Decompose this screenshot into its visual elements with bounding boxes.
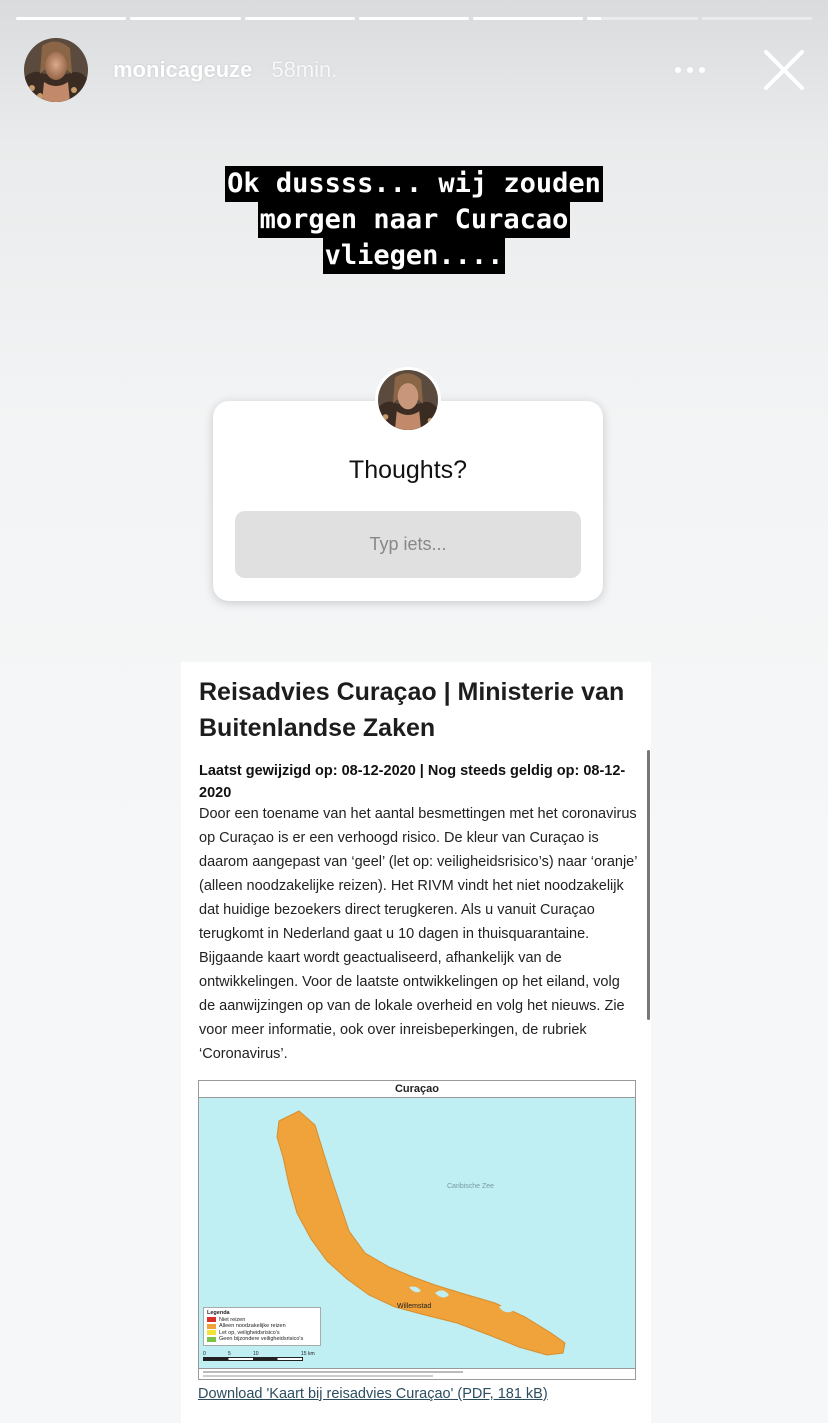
legend-label: Alleen noodzakelijke reizen bbox=[219, 1323, 286, 1329]
progress-segment bbox=[16, 17, 126, 20]
sea-label: Caribische Zee bbox=[447, 1183, 495, 1190]
scale-label: 0 bbox=[203, 1351, 206, 1357]
progress-segment bbox=[359, 17, 469, 20]
progress-segment bbox=[245, 17, 355, 20]
scale-bar bbox=[203, 1357, 303, 1361]
progress-fill bbox=[245, 17, 355, 20]
legend-label: Let op, veiligheidsrisico's bbox=[219, 1329, 280, 1336]
travel-advice-document bbox=[181, 662, 651, 1423]
legend-swatch bbox=[207, 1337, 216, 1342]
progress-segment bbox=[702, 17, 812, 20]
progress-fill bbox=[16, 17, 126, 20]
progress-segment bbox=[473, 17, 583, 20]
progress-fill bbox=[473, 17, 583, 20]
question-sticker[interactable] bbox=[213, 401, 603, 601]
story-header bbox=[24, 38, 808, 102]
download-map-link[interactable]: Download 'Kaart bij reisadvies Curaçao' (PDF, 181 kB) bbox=[198, 1386, 548, 1402]
document-meta: Laatst gewijzigd op: 08-12-2020 | Nog steeds geldig op: 08-12-2020 bbox=[199, 763, 626, 801]
legend-item bbox=[207, 1336, 317, 1343]
legend-swatch bbox=[207, 1317, 216, 1322]
question-answer-input[interactable]: Typ iets... bbox=[235, 511, 581, 578]
scale-label: 15 km bbox=[301, 1351, 315, 1357]
scale-label: 10 bbox=[253, 1351, 259, 1357]
legend-swatch bbox=[207, 1324, 216, 1329]
progress-fill bbox=[587, 17, 600, 20]
progress-fill bbox=[130, 17, 240, 20]
map-footer bbox=[199, 1368, 635, 1379]
story-caption bbox=[0, 166, 828, 274]
story-progress-bar bbox=[16, 17, 812, 20]
progress-segment bbox=[587, 17, 697, 20]
progress-fill bbox=[359, 17, 469, 20]
progress-segment bbox=[130, 17, 240, 20]
caption-line: vliegen.... bbox=[323, 238, 506, 274]
document-title: Reisadvies Curaçao | Ministerie van Buitenlandse Zaken bbox=[199, 678, 625, 742]
document-scrollbar bbox=[647, 750, 650, 1020]
question-avatar bbox=[375, 367, 441, 433]
caption-line: Ok dussss... wij zouden bbox=[225, 166, 603, 202]
username[interactable]: monicageuze bbox=[113, 57, 253, 82]
scale-label: 5 bbox=[228, 1351, 231, 1357]
more-options-button[interactable] bbox=[670, 54, 710, 86]
question-prompt: Thoughts? bbox=[348, 456, 468, 484]
close-x-icon bbox=[762, 48, 806, 92]
legend-title: Legenda bbox=[207, 1310, 230, 1316]
more-horizontal-icon bbox=[674, 66, 706, 74]
timestamp: 58min. bbox=[271, 57, 338, 82]
legend-swatch bbox=[207, 1330, 216, 1335]
document-body: Door een toename van het aantal besmettingen met het coronavirus op Curaçao is er een verhoogd risico. De kleur van Curaçao is daarom aangepast van ‘geel’ (let op: veiligheidsrisico’s) naar ‘oranje’ (alleen noodzakelijke reizen). Het RIVM vindt het niet noodzakelijk dat huidige bezoekers direct terugkeren. Als u vanuit Curaçao terugkomt in Nederland gaat u 10 dagen in thuisquarantaine. Bijgaande kaart wordt geactualiseerd, afhankelijk van de ontwikkelingen. Voor de laatste ontwikkelingen op het eiland, volg de aanwijzingen op van de lokale overheid en volg het nieuws. Zie voor meer informatie, ook over inreisbeperkingen, de rubriek ‘Coronavirus’. bbox=[199, 806, 637, 1062]
close-button[interactable] bbox=[762, 48, 806, 92]
map-legend bbox=[203, 1307, 321, 1346]
caption-line: morgen naar Curacao bbox=[258, 202, 571, 238]
map-title: Curaçao bbox=[199, 1081, 635, 1098]
profile-avatar[interactable] bbox=[24, 38, 88, 102]
legend-label: Geen bijzondere veiligheidsrisico's bbox=[219, 1336, 304, 1342]
curacao-map bbox=[198, 1080, 636, 1380]
legend-label: Niet reizen bbox=[219, 1316, 246, 1323]
city-label: Willemstad bbox=[397, 1303, 432, 1310]
